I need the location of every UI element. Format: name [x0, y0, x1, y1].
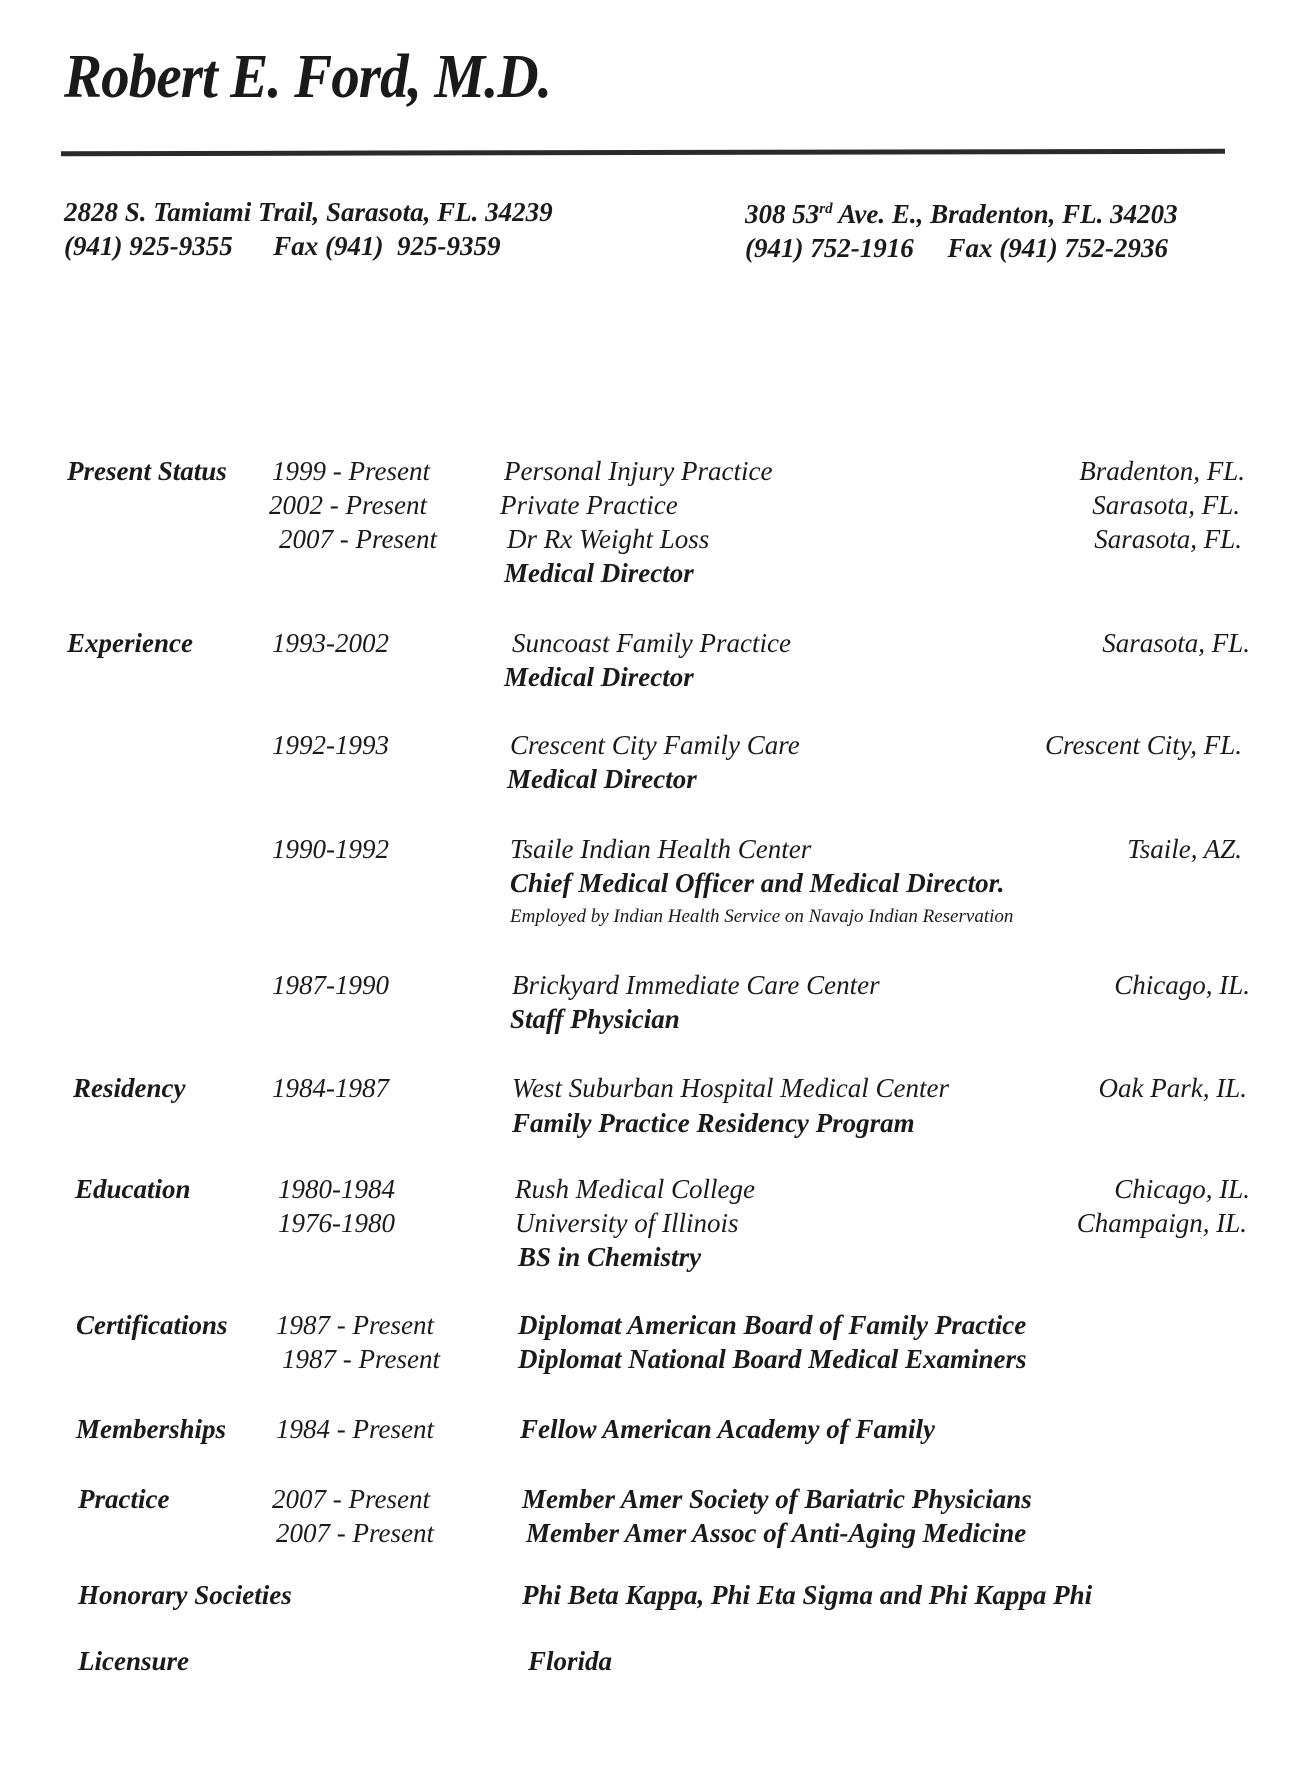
entry-org: West Suburban Hospital Medical Center [512, 1073, 949, 1103]
entry-location: Tsaile, AZ. [1127, 834, 1242, 864]
entry-location: Sarasota, FL. [1102, 628, 1250, 658]
entry-location: Bradenton, FL. [1079, 456, 1245, 486]
entry-dates: 1976-1980 [278, 1208, 395, 1238]
resume-name: Robert E. Ford, M.D. [64, 43, 552, 111]
entry-org: University of Illinois [515, 1208, 739, 1238]
entry-dates: 2002 - Present [269, 490, 427, 520]
entry-dates: 1987-1990 [272, 970, 389, 1000]
entry-location: Sarasota, FL. [1094, 524, 1242, 554]
entry-text: Diplomat American Board of Family Practice [518, 1310, 1027, 1340]
entry-org: Private Practice [500, 490, 678, 520]
office-right-phone: (941) 752-1916 [745, 233, 914, 263]
entry-dates: 1980-1984 [278, 1174, 395, 1204]
entry-note: Employed by Indian Health Service on Navajo Indian Reservation [510, 906, 1014, 927]
office-left [64, 195, 553, 263]
entry-org: Tsaile Indian Health Center [510, 834, 812, 864]
entry-text: Member Amer Society of Bariatric Physicians [522, 1484, 1032, 1514]
entry-role: Medical Director [504, 558, 694, 588]
entry-text: Diplomat National Board Medical Examiners [518, 1344, 1027, 1374]
office-left-phones [64, 229, 553, 263]
entry-org: Personal Injury Practice [504, 456, 773, 486]
entry-org: Dr Rx Weight Loss [507, 524, 710, 554]
section-label: Certifications [76, 1310, 228, 1340]
entry-text: Phi Beta Kappa, Phi Eta Sigma and Phi Kappa Phi [522, 1580, 1093, 1610]
section-label: Licensure [78, 1646, 189, 1676]
section-label: Memberships [76, 1414, 227, 1444]
entry-dates: 1984 - Present [276, 1414, 434, 1444]
office-left-fax: Fax (941) 925-9359 [273, 231, 501, 261]
entry-dates: 1987 - Present [276, 1310, 434, 1340]
entry-dates: 2007 - Present [272, 1484, 430, 1514]
section-label: Practice [78, 1484, 170, 1514]
entry-role: Medical Director [504, 662, 694, 692]
section-label: Honorary Societies [78, 1580, 292, 1610]
office-right-address [745, 192, 1178, 231]
entry-dates: 1987 - Present [282, 1344, 440, 1374]
entry-role: Medical Director [507, 764, 697, 794]
address-superscript: rd [819, 201, 833, 217]
entry-location: Sarasota, FL. [1092, 490, 1240, 520]
office-right-fax: Fax (941) 752-2936 [947, 233, 1168, 263]
entry-degree: BS in Chemistry [518, 1242, 702, 1272]
entry-location: Crescent City, FL. [1045, 730, 1242, 760]
entry-location: Oak Park, IL. [1098, 1073, 1247, 1103]
entry-dates: 2007 - Present [279, 524, 437, 554]
entry-role: Staff Physician [510, 1004, 680, 1034]
entry-location: Chicago, IL. [1114, 1174, 1250, 1204]
entry-org: Crescent City Family Care [510, 730, 800, 760]
header-divider [61, 149, 1225, 156]
section-label: Residency [73, 1073, 186, 1103]
section-label: Experience [67, 628, 193, 658]
entry-org: Rush Medical College [515, 1174, 755, 1204]
entry-dates: 1990-1992 [272, 834, 389, 864]
office-right-phones [745, 231, 1178, 265]
office-left-address: 2828 S. Tamiami Trail, Sarasota, FL. 34239 [64, 197, 553, 227]
office-left-phone: (941) 925-9355 [64, 231, 233, 261]
entry-role: Chief Medical Officer and Medical Director. [510, 868, 1005, 898]
entry-text: Fellow American Academy of Family [520, 1414, 935, 1444]
entry-dates: 1984-1987 [272, 1073, 389, 1103]
entry-dates: 1992-1993 [272, 730, 389, 760]
entry-text: Member Amer Assoc of Anti-Aging Medicine [526, 1518, 1027, 1548]
entry-location: Champaign, IL. [1076, 1208, 1247, 1238]
entry-org: Suncoast Family Practice [512, 628, 791, 658]
office-right [745, 192, 1178, 265]
entry-role: Family Practice Residency Program [512, 1108, 915, 1138]
entry-org: Brickyard Immediate Care Center [512, 970, 880, 1000]
entry-dates: 1999 - Present [272, 456, 430, 486]
entry-dates: 1993-2002 [272, 628, 389, 658]
address-number: 308 53 [745, 199, 820, 229]
section-label: Present Status [67, 456, 227, 486]
address-rest: Ave. E., Bradenton, FL. 34203 [832, 199, 1178, 229]
entry-dates: 2007 - Present [276, 1518, 434, 1548]
entry-text: Florida [528, 1646, 613, 1676]
section-label: Education [75, 1174, 191, 1204]
entry-location: Chicago, IL. [1114, 970, 1250, 1000]
